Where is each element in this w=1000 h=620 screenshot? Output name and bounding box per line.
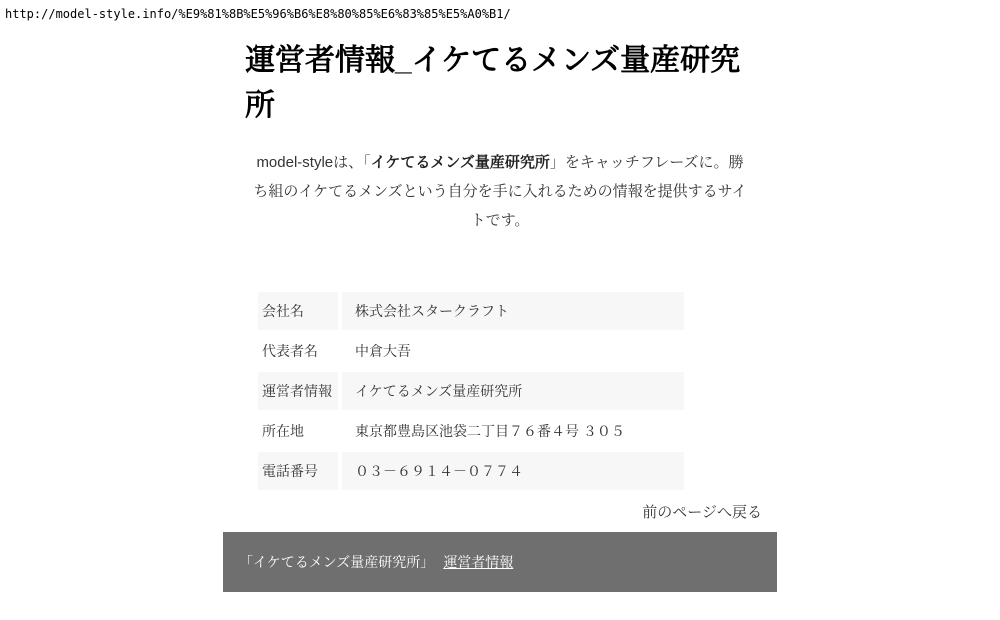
- site-footer: [223, 532, 777, 592]
- table-row-address: [258, 412, 684, 450]
- row-label: 運営者情報: [258, 372, 338, 410]
- footer-operator-info-link[interactable]: 運営者情報: [443, 554, 514, 570]
- page-url-text: http://model-style.info/%E9%81%8B%E5%96%B6%E8%80%85%E6%83%85%E5%A0%B1/: [5, 7, 511, 21]
- back-link-row: [223, 492, 777, 532]
- row-label: 電話番号: [258, 452, 338, 490]
- row-label: 会社名: [258, 292, 338, 330]
- row-value: イケてるメンズ量産研究所: [342, 372, 684, 410]
- row-label: 代表者名: [262, 343, 318, 359]
- back-to-previous-page-link[interactable]: 前のページへ戻る: [642, 504, 762, 521]
- company-info-table: [254, 290, 688, 492]
- intro-text-after: 」をキャッチフレーズに。勝ち組のイケてるメンズという自分を手に入れるための情報を提供するサイトです。: [253, 154, 747, 229]
- row-value: ０３－６９１４－０７７４: [342, 452, 684, 490]
- row-label: 所在地: [262, 423, 304, 439]
- table-row-phone: [258, 452, 684, 490]
- intro-text-bold: イケてるメンズ量産研究所: [370, 154, 550, 171]
- row-value: 株式会社スタークラフト: [342, 292, 684, 330]
- intro-paragraph: [250, 148, 750, 235]
- footer-site-name-label: 「イケてるメンズ量産研究所」: [239, 554, 435, 570]
- content-column: [223, 0, 777, 592]
- table-row-operator-info: [258, 372, 684, 410]
- table-row-representative: [258, 332, 684, 370]
- page-title: 運営者情報_イケてるメンズ量産研究所: [245, 44, 741, 122]
- intro-text-before: model-styleは、「: [256, 154, 371, 171]
- table-row-company-name: [258, 292, 684, 330]
- row-value: 東京都豊島区池袋二丁目７６番４号 ３０５: [355, 423, 625, 439]
- row-value: 中倉大吾: [355, 343, 411, 359]
